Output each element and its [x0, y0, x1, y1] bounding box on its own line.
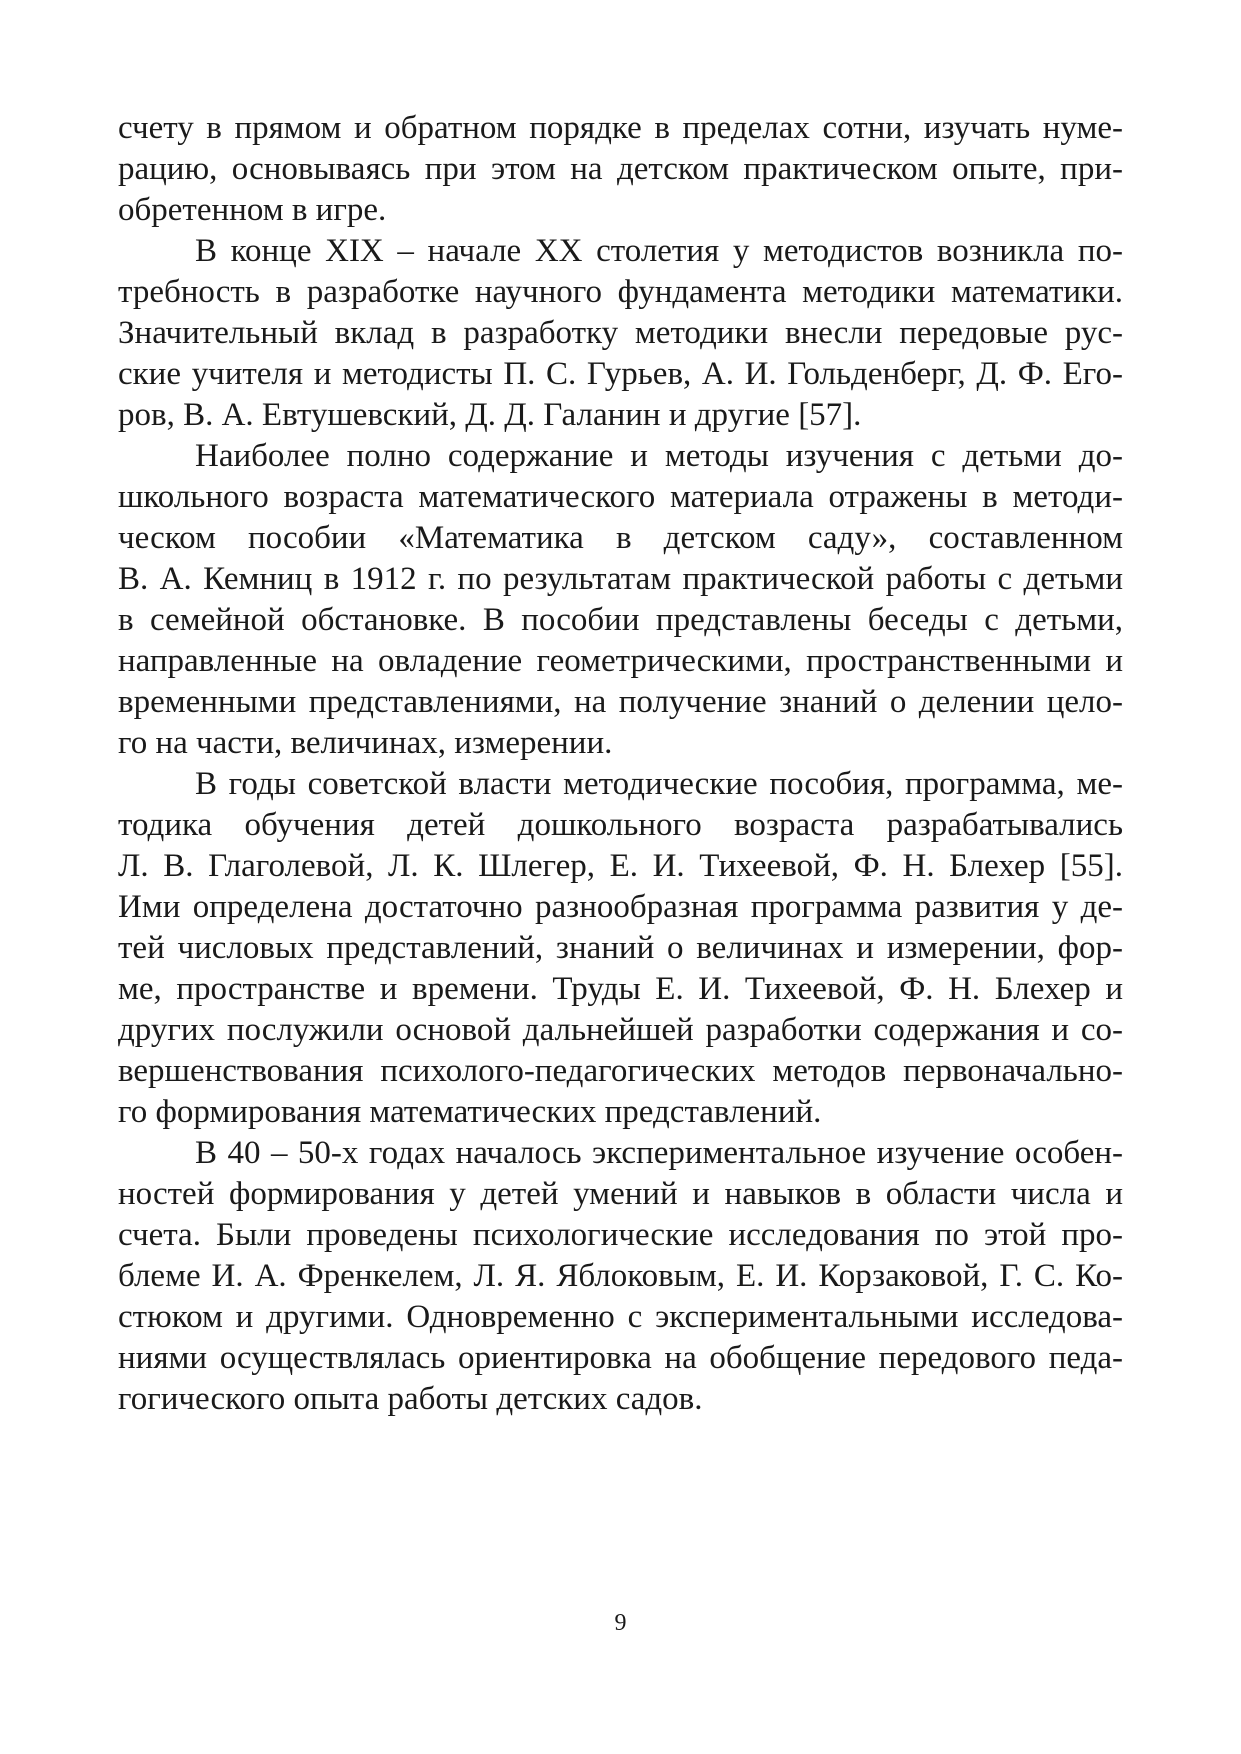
- text-line: В. А. Кемниц в 1912 г. по результатам практической работы с детьми: [118, 561, 1123, 597]
- text-line: В 40 – 50-х годах началось экспериментальное изучение особен-: [195, 1135, 1123, 1171]
- text-line: В годы советской власти методические пособия, программа, ме-: [195, 766, 1123, 802]
- text-line: блеме И. А. Френкелем, Л. Я. Яблоковым, Е. И. Корзаковой, Г. С. Ко-: [118, 1258, 1123, 1294]
- text-line: тей числовых представлений, знаний о величинах и измерении, фор-: [118, 930, 1123, 966]
- text-line: Л. В. Глаголевой, Л. К. Шлегер, Е. И. Тихеевой, Ф. Н. Блехер [55].: [118, 848, 1123, 884]
- text-line: обретенном в игре.: [118, 192, 387, 228]
- text-line: школьного возраста математического материала отражены в методи-: [118, 479, 1123, 515]
- text-line: стюком и другими. Одновременно с экспериментальными исследова-: [118, 1299, 1123, 1335]
- text-line: го на части, величинах, измерении.: [118, 725, 613, 761]
- text-line: ров, В. А. Евтушевский, Д. Д. Галанин и другие [57].: [118, 397, 862, 433]
- text-line: Ими определена достаточно разнообразная программа развития у де-: [118, 889, 1123, 925]
- text-line: направленные на овладение геометрическими, пространственными и: [118, 643, 1123, 679]
- text-line: В конце XIX – начале XX столетия у методистов возникла по-: [195, 233, 1123, 269]
- text-line: го формирования математических представлений.: [118, 1094, 822, 1130]
- text-line: в семейной обстановке. В пособии представлены беседы с детьми,: [118, 602, 1123, 638]
- text-line: счету в прямом и обратном порядке в пределах сотни, изучать нуме-: [118, 110, 1123, 146]
- text-line: ностей формирования у детей умений и навыков в области числа и: [118, 1176, 1123, 1212]
- text-line: требность в разработке научного фундамента методики математики.: [118, 274, 1123, 310]
- text-line: ме, пространстве и времени. Труды Е. И. Тихеевой, Ф. Н. Блехер и: [118, 971, 1123, 1007]
- text-line: гогического опыта работы детских садов.: [118, 1381, 703, 1417]
- text-line: тодика обучения детей дошкольного возраста разрабатывались: [118, 807, 1123, 843]
- text-line: рацию, основываясь при этом на детском практическом опыте, при-: [118, 151, 1123, 187]
- text-line: Наиболее полно содержание и методы изучения с детьми до-: [195, 438, 1123, 474]
- text-line: ские учителя и методисты П. С. Гурьев, А. И. Гольденберг, Д. Ф. Его-: [118, 356, 1123, 392]
- text-line: вершенствования психолого-педагогических методов первоначально-: [118, 1053, 1123, 1089]
- text-line: Значительный вклад в разработку методики внесли передовые рус-: [118, 315, 1123, 351]
- page-number: 9: [614, 1610, 627, 1636]
- text-line: других послужили основой дальнейшей разработки содержания и со-: [118, 1012, 1123, 1048]
- text-line: ческом пособии «Математика в детском саду», составленном: [118, 520, 1123, 556]
- text-line: ниями осуществлялась ориентировка на обобщение передового педа-: [118, 1340, 1123, 1376]
- text-line: счета. Были проведены психологические исследования по этой про-: [118, 1217, 1123, 1253]
- text-line: временными представлениями, на получение знаний о делении цело-: [118, 684, 1123, 720]
